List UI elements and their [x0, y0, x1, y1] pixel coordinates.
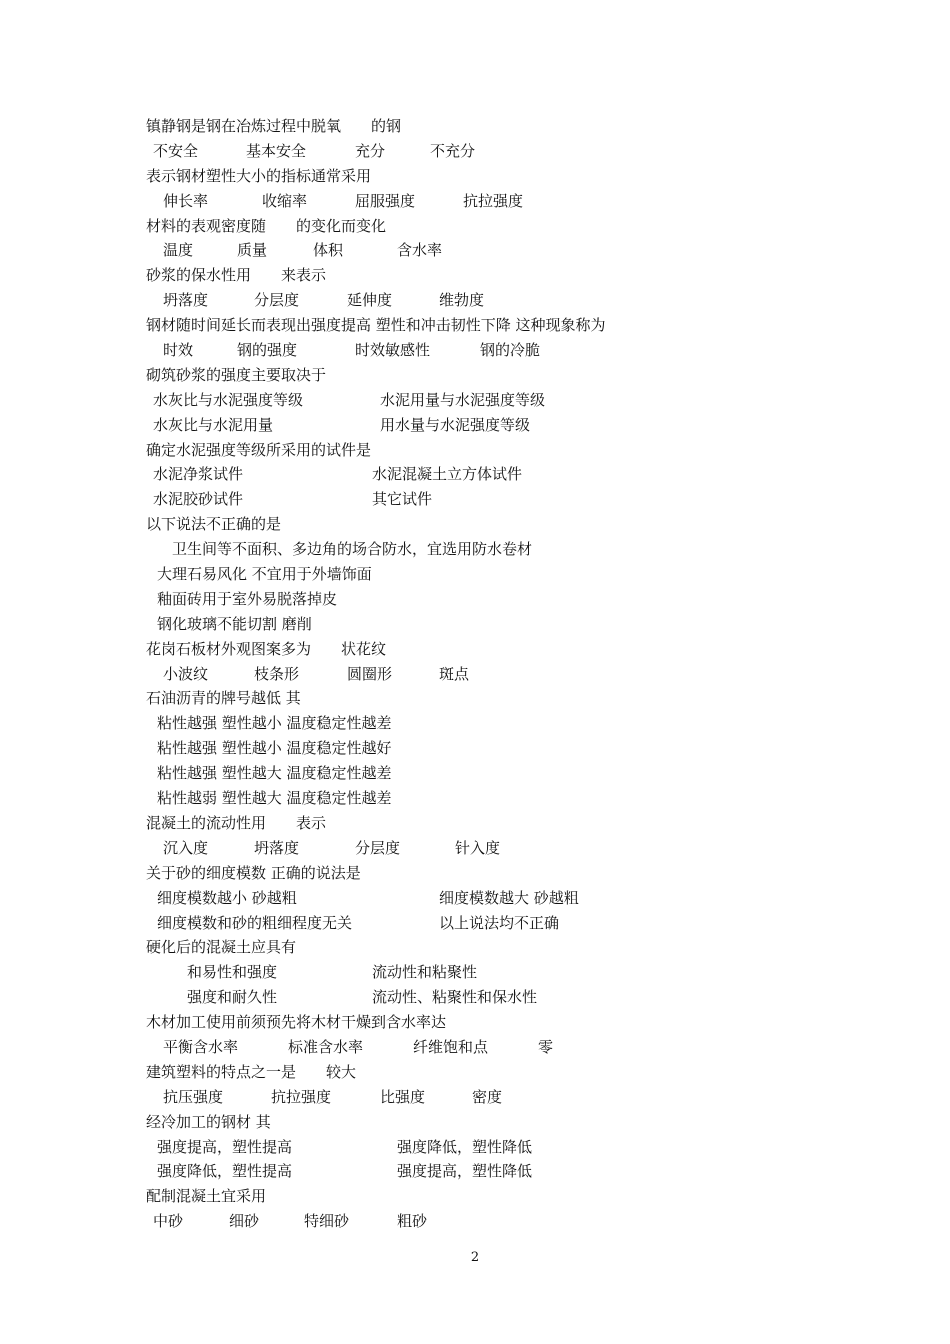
option-line — [0, 238, 950, 263]
option-text: 中砂 — [153, 1212, 184, 1231]
option-text: 含水率 — [397, 241, 443, 260]
option-text: 延伸度 — [347, 291, 393, 310]
option-line — [0, 711, 950, 736]
option-line — [0, 985, 950, 1010]
document-body — [0, 114, 950, 1234]
option-line — [0, 612, 950, 637]
option-text: 流动性、粘聚性和保水性 — [372, 988, 538, 1007]
option-text: 枝条形 — [254, 664, 300, 683]
question-line — [0, 438, 950, 463]
option-text: 细度模数越小 砂越粗 — [157, 888, 297, 907]
option-text: 釉面砖用于室外易脱落掉皮 — [157, 589, 338, 608]
option-text: 温度 — [163, 241, 194, 260]
question-line — [0, 811, 950, 836]
option-text: 时效 — [163, 341, 194, 360]
option-line — [0, 562, 950, 587]
option-text: 粘性越弱 塑性越大 温度稳定性越差 — [157, 789, 392, 808]
option-text: 强度和耐久性 — [187, 988, 278, 1007]
option-text: 卫生间等不面积、多边角的场合防水，宜选用防水卷材 — [172, 540, 533, 559]
option-text: 特细砂 — [304, 1212, 350, 1231]
option-text: 钢的强度 — [237, 341, 298, 360]
question-text: 花岗石板材外观图案多为 状花纹 — [146, 639, 387, 658]
option-line — [0, 1135, 950, 1160]
question-text: 砌筑砂浆的强度主要取决于 — [146, 365, 327, 384]
option-line — [0, 288, 950, 313]
question-line — [0, 1060, 950, 1085]
option-text: 粘性越强 塑性越大 温度稳定性越差 — [157, 764, 392, 783]
option-text: 细砂 — [229, 1212, 260, 1231]
option-text: 标准含水率 — [288, 1037, 364, 1056]
option-line — [0, 1209, 950, 1234]
question-text: 表示钢材塑性大小的指标通常采用 — [146, 166, 372, 185]
question-line — [0, 114, 950, 139]
option-line — [0, 1159, 950, 1184]
option-text: 平衡含水率 — [163, 1037, 239, 1056]
option-text: 粗砂 — [397, 1212, 428, 1231]
option-text: 密度 — [472, 1087, 503, 1106]
question-line — [0, 313, 950, 338]
option-text: 强度降低，塑性降低 — [397, 1137, 533, 1156]
option-text: 大理石易风化 不宜用于外墙饰面 — [157, 565, 372, 584]
option-text: 强度提高，塑性降低 — [397, 1162, 533, 1181]
option-text: 和易性和强度 — [187, 963, 278, 982]
option-text: 基本安全 — [246, 141, 307, 160]
option-text: 强度降低，塑性提高 — [157, 1162, 293, 1181]
option-text: 分层度 — [254, 291, 300, 310]
question-text: 钢材随时间延长而表现出强度提高 塑性和冲击韧性下降 这种现象称为 — [146, 316, 606, 335]
option-text: 坍落度 — [254, 838, 300, 857]
option-line — [0, 1085, 950, 1110]
question-line — [0, 686, 950, 711]
option-text: 以上说法均不正确 — [439, 913, 560, 932]
option-text: 分层度 — [355, 838, 401, 857]
option-text: 不充分 — [430, 141, 476, 160]
question-text: 配制混凝土宜采用 — [146, 1187, 267, 1206]
option-text: 强度提高，塑性提高 — [157, 1137, 293, 1156]
question-line — [0, 1110, 950, 1135]
question-line — [0, 637, 950, 662]
option-text: 细度模数越大 砂越粗 — [439, 888, 579, 907]
option-line — [0, 537, 950, 562]
option-line — [0, 836, 950, 861]
option-text: 抗拉强度 — [271, 1087, 332, 1106]
option-line — [0, 413, 950, 438]
option-line — [0, 189, 950, 214]
option-text: 钢的冷脆 — [480, 341, 541, 360]
question-text: 确定水泥强度等级所采用的试件是 — [146, 440, 372, 459]
question-text: 硬化后的混凝土应具有 — [146, 938, 297, 957]
option-text: 水泥用量与水泥强度等级 — [380, 390, 546, 409]
question-text: 关于砂的细度模数 正确的说法是 — [146, 863, 361, 882]
option-text: 充分 — [355, 141, 386, 160]
question-text: 材料的表观密度随 的变化而变化 — [146, 216, 387, 235]
option-line — [0, 761, 950, 786]
option-text: 体积 — [313, 241, 344, 260]
option-text: 水灰比与水泥用量 — [153, 415, 274, 434]
option-text: 坍落度 — [163, 291, 209, 310]
option-text: 水泥净浆试件 — [153, 465, 244, 484]
option-line — [0, 911, 950, 936]
option-text: 质量 — [237, 241, 268, 260]
question-text: 建筑塑料的特点之一是 较大 — [146, 1062, 357, 1081]
question-text: 砂浆的保水性用 来表示 — [146, 266, 327, 285]
question-text: 木材加工使用前须预先将木材干燥到含水率达 — [146, 1013, 447, 1032]
option-text: 不安全 — [153, 141, 199, 160]
question-line — [0, 1184, 950, 1209]
question-line — [0, 861, 950, 886]
option-text: 伸长率 — [163, 191, 209, 210]
question-line — [0, 164, 950, 189]
option-line — [0, 736, 950, 761]
option-text: 钢化玻璃不能切割 磨削 — [157, 614, 312, 633]
option-line — [0, 662, 950, 687]
question-line — [0, 263, 950, 288]
option-line — [0, 487, 950, 512]
option-text: 维勃度 — [439, 291, 485, 310]
option-text: 屈服强度 — [355, 191, 416, 210]
option-text: 比强度 — [380, 1087, 426, 1106]
option-text: 沉入度 — [163, 838, 209, 857]
question-line — [0, 363, 950, 388]
option-text: 水泥混凝土立方体试件 — [372, 465, 523, 484]
option-text: 时效敏感性 — [355, 341, 431, 360]
option-line — [0, 388, 950, 413]
option-line — [0, 960, 950, 985]
question-text: 以下说法不正确的是 — [146, 515, 282, 534]
option-line — [0, 462, 950, 487]
option-text: 纤维饱和点 — [413, 1037, 489, 1056]
option-text: 零 — [538, 1037, 554, 1056]
option-text: 其它试件 — [372, 490, 433, 509]
question-line — [0, 1010, 950, 1035]
option-line — [0, 1035, 950, 1060]
option-text: 水泥胶砂试件 — [153, 490, 244, 509]
option-line — [0, 587, 950, 612]
option-text: 抗拉强度 — [463, 191, 524, 210]
question-line — [0, 214, 950, 239]
option-line — [0, 886, 950, 911]
option-text: 水灰比与水泥强度等级 — [153, 390, 304, 409]
option-text: 抗压强度 — [163, 1087, 224, 1106]
option-line — [0, 139, 950, 164]
option-text: 用水量与水泥强度等级 — [380, 415, 531, 434]
option-text: 细度模数和砂的粗细程度无关 — [157, 913, 353, 932]
question-line — [0, 512, 950, 537]
question-text: 经冷加工的钢材 其 — [146, 1112, 271, 1131]
option-text: 收缩率 — [262, 191, 308, 210]
option-text: 斑点 — [439, 664, 470, 683]
option-text: 圆圈形 — [347, 664, 393, 683]
question-text: 混凝土的流动性用 表示 — [146, 813, 327, 832]
option-text: 流动性和粘聚性 — [372, 963, 478, 982]
question-text: 石油沥青的牌号越低 其 — [146, 689, 301, 708]
option-text: 粘性越强 塑性越小 温度稳定性越差 — [157, 714, 392, 733]
option-text: 小波纹 — [163, 664, 209, 683]
option-line — [0, 338, 950, 363]
question-line — [0, 935, 950, 960]
option-text: 粘性越强 塑性越小 温度稳定性越好 — [157, 739, 392, 758]
option-line — [0, 786, 950, 811]
option-text: 针入度 — [455, 838, 501, 857]
question-text: 镇静钢是钢在冶炼过程中脱氧 的钢 — [146, 117, 402, 135]
page-number: 2 — [470, 1250, 480, 1265]
